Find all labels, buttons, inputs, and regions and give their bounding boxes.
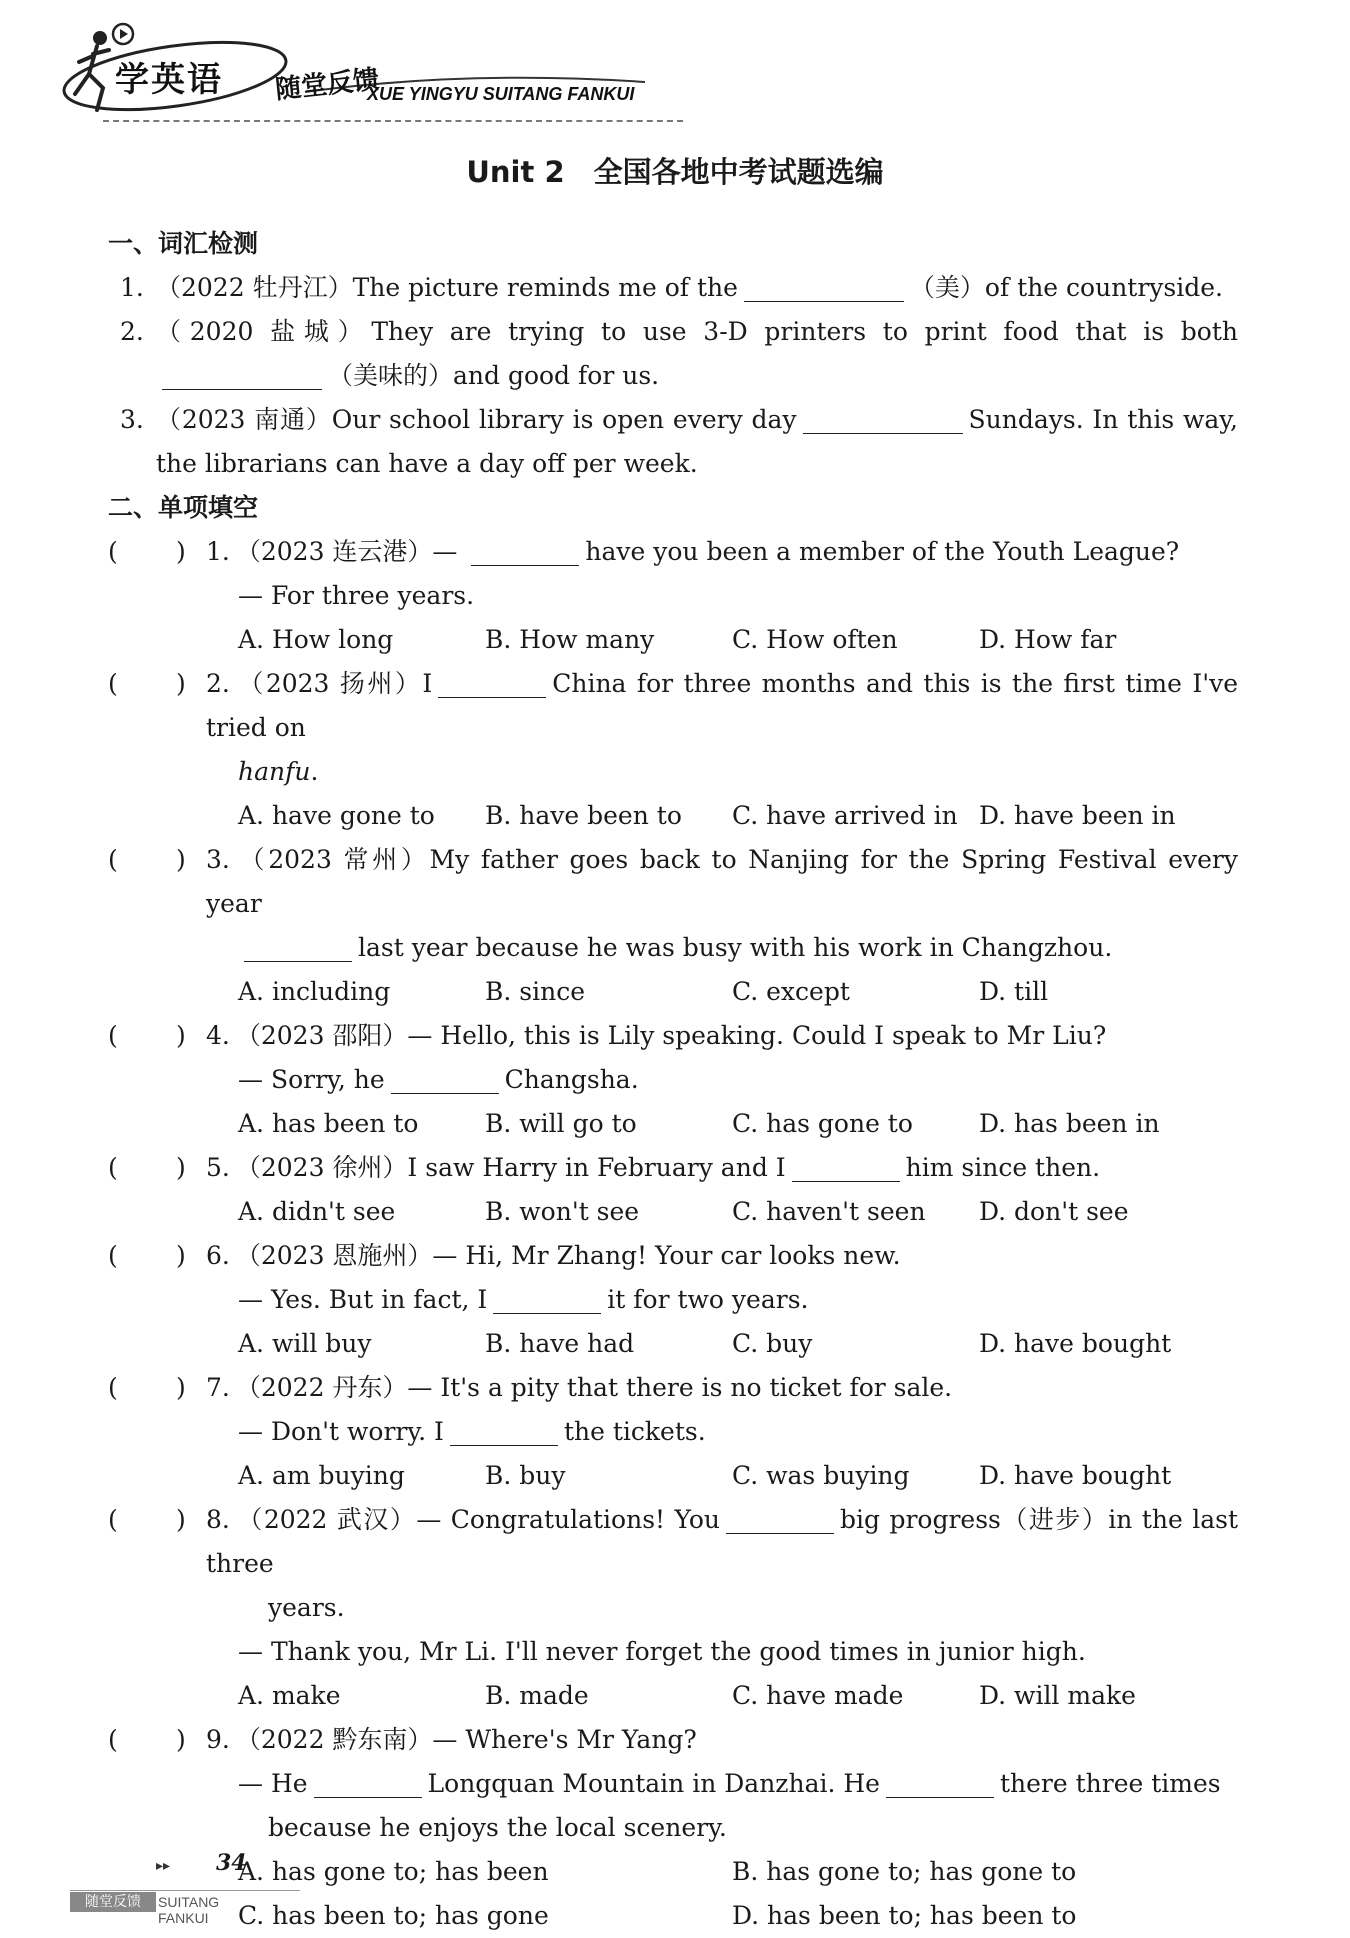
- option-b[interactable]: B. have had: [485, 1329, 635, 1358]
- option-d[interactable]: D. has been in: [979, 1109, 1160, 1138]
- option-d[interactable]: D. have bought: [979, 1329, 1172, 1358]
- section-vocabulary-title: 一、词汇检测: [108, 229, 259, 258]
- answer-blank[interactable]: [493, 1283, 601, 1314]
- brand-subtitle-cn: 随堂反馈: [273, 64, 381, 106]
- option-c[interactable]: C. have arrived in: [732, 801, 958, 830]
- arrow-icon: ▸▸: [156, 1858, 171, 1874]
- option-d[interactable]: D. How far: [979, 625, 1117, 654]
- option-a[interactable]: A. didn't see: [238, 1197, 396, 1226]
- answer-blank[interactable]: [244, 931, 352, 962]
- option-d[interactable]: D. will make: [979, 1681, 1136, 1710]
- vocab-question-2: 2. （2020 盐城）They are trying to use 3-D printers to print food that is both（美味的）and good for us.: [120, 317, 1238, 390]
- options: [108, 1190, 1238, 1234]
- mcq-question-5: ( ) 5. （2023 徐州）I saw Harry in February and I him since then. A. didn't see B. won't see C. haven't seen D. don't see: [108, 1146, 1238, 1234]
- options: [108, 1322, 1238, 1366]
- option-c[interactable]: C. How often: [732, 625, 898, 654]
- header-divider: [103, 120, 683, 122]
- option-a[interactable]: A. including: [238, 977, 391, 1006]
- vocab-question-1: 1. （2022 牡丹江）The picture reminds me of the （美）of the countryside.: [120, 273, 1223, 302]
- option-a[interactable]: A. has gone to; has been: [238, 1857, 549, 1886]
- option-b[interactable]: B. will go to: [485, 1109, 637, 1138]
- answer-blank[interactable]: [162, 359, 322, 390]
- option-d[interactable]: D. has been to; has been to: [732, 1901, 1077, 1930]
- options: [108, 1674, 1238, 1718]
- option-d[interactable]: D. till: [979, 977, 1049, 1006]
- option-b[interactable]: B. made: [485, 1681, 589, 1710]
- footer-label-cn: 随堂反馈: [70, 1892, 156, 1912]
- mcq-question-2: ( ) 2. （2023 扬州）I China for three months and this is the first time I've tried on hanfu. A. have gone to B. have been to C. have arrived in D. have been in: [108, 662, 1238, 838]
- brand-title-en: XUE YINGYU SUITANG FANKUI: [367, 84, 635, 104]
- mcq-question-1: ( ) 1. （2023 连云港）— have you been a member of the Youth League? — For three years. A. How long B. How many C. How often D. How far: [108, 530, 1238, 662]
- answer-blank[interactable]: [886, 1767, 994, 1798]
- answer-blank[interactable]: [438, 667, 546, 698]
- option-a[interactable]: A. will buy: [238, 1329, 372, 1358]
- brand-title-cn: 学英语: [115, 60, 223, 100]
- answer-blank[interactable]: [792, 1151, 900, 1182]
- page-number: 34: [216, 1850, 247, 1876]
- option-a[interactable]: A. has been to: [238, 1109, 419, 1138]
- option-d[interactable]: D. have bought: [979, 1461, 1172, 1490]
- options: [108, 618, 1238, 662]
- option-d[interactable]: D. have been in: [979, 801, 1176, 830]
- option-a[interactable]: A. have gone to: [238, 801, 435, 830]
- answer-blank[interactable]: [391, 1063, 499, 1094]
- option-d[interactable]: D. don't see: [979, 1197, 1129, 1226]
- option-b[interactable]: B. won't see: [485, 1197, 640, 1226]
- mcq-question-7: ( ) 7. （2022 丹东）— It's a pity that there is no ticket for sale. — Don't worry. I the tickets. A. am buying B. buy C. was buying D. have bought: [108, 1366, 1238, 1498]
- option-c[interactable]: C. haven't seen: [732, 1197, 926, 1226]
- mcq-question-8: ( ) 8. （2022 武汉）— Congratulations! You big progress（进步）in the last three years. — Thank you, Mr Li. I'll never forget the good times in junior high. A. make B. made C. have made D. will make: [108, 1498, 1238, 1718]
- option-a[interactable]: A. How long: [238, 625, 394, 654]
- vocab-question-3: 3. （2023 南通）Our school library is open every day Sundays. In this way, the librarians can have a day off per week.: [120, 405, 1238, 478]
- option-c[interactable]: C. has been to; has gone: [238, 1901, 549, 1930]
- option-c[interactable]: C. has gone to: [732, 1109, 913, 1138]
- options: [108, 794, 1238, 838]
- options: [108, 1102, 1238, 1146]
- mcq-question-6: ( ) 6. （2023 恩施州）— Hi, Mr Zhang! Your car looks new. — Yes. But in fact, I it for two years. A. will buy B. have had C. buy D. have bought: [108, 1234, 1238, 1366]
- options: [108, 970, 1238, 1014]
- mcq-question-3: ( ) 3. （2023 常州）My father goes back to Nanjing for the Spring Festival every year last year because he was busy with his work in Changzhou. A. including B. since C. except D. till: [108, 838, 1238, 1014]
- option-b[interactable]: B. have been to: [485, 801, 682, 830]
- unit-title: Unit 2 全国各地中考试题选编: [466, 155, 884, 189]
- option-c[interactable]: C. buy: [732, 1329, 813, 1358]
- option-c[interactable]: C. was buying: [732, 1461, 910, 1490]
- mcq-question-9: ( ) 9. （2022 黔东南）— Where's Mr Yang? — He Longquan Mountain in Danzhai. He there three times because he enjoys the local scenery. A. has gone to; has been B. has gone to; has gone to C. has been to; has gone D. has been to; has been to: [108, 1718, 1238, 1938]
- option-c[interactable]: C. except: [732, 977, 850, 1006]
- option-c[interactable]: C. have made: [732, 1681, 904, 1710]
- answer-blank[interactable]: [744, 271, 904, 302]
- options: [108, 1454, 1238, 1498]
- footer-label-en: SUITANG FANKUI: [158, 1894, 220, 1926]
- option-b[interactable]: B. How many: [485, 625, 655, 654]
- answer-blank[interactable]: [314, 1767, 422, 1798]
- option-a[interactable]: A. am buying: [238, 1461, 405, 1490]
- answer-blank[interactable]: [726, 1503, 834, 1534]
- mcq-question-4: ( ) 4. （2023 邵阳）— Hello, this is Lily speaking. Could I speak to Mr Liu? — Sorry, he Changsha. A. has been to B. will go to C. has gone to D. has been in: [108, 1014, 1238, 1146]
- answer-blank[interactable]: [471, 535, 579, 566]
- option-b[interactable]: B. has gone to; has gone to: [732, 1857, 1077, 1886]
- section-single-choice-title: 二、单项填空: [108, 493, 259, 522]
- page-header: [45, 22, 665, 122]
- answer-blank[interactable]: [803, 403, 963, 434]
- option-b[interactable]: B. buy: [485, 1461, 566, 1490]
- footer-divider: [70, 1890, 300, 1891]
- exercise-content: [108, 222, 1238, 1938]
- option-a[interactable]: A. make: [238, 1681, 341, 1710]
- options: [108, 1850, 1238, 1938]
- option-b[interactable]: B. since: [485, 977, 585, 1006]
- answer-blank[interactable]: [450, 1415, 558, 1446]
